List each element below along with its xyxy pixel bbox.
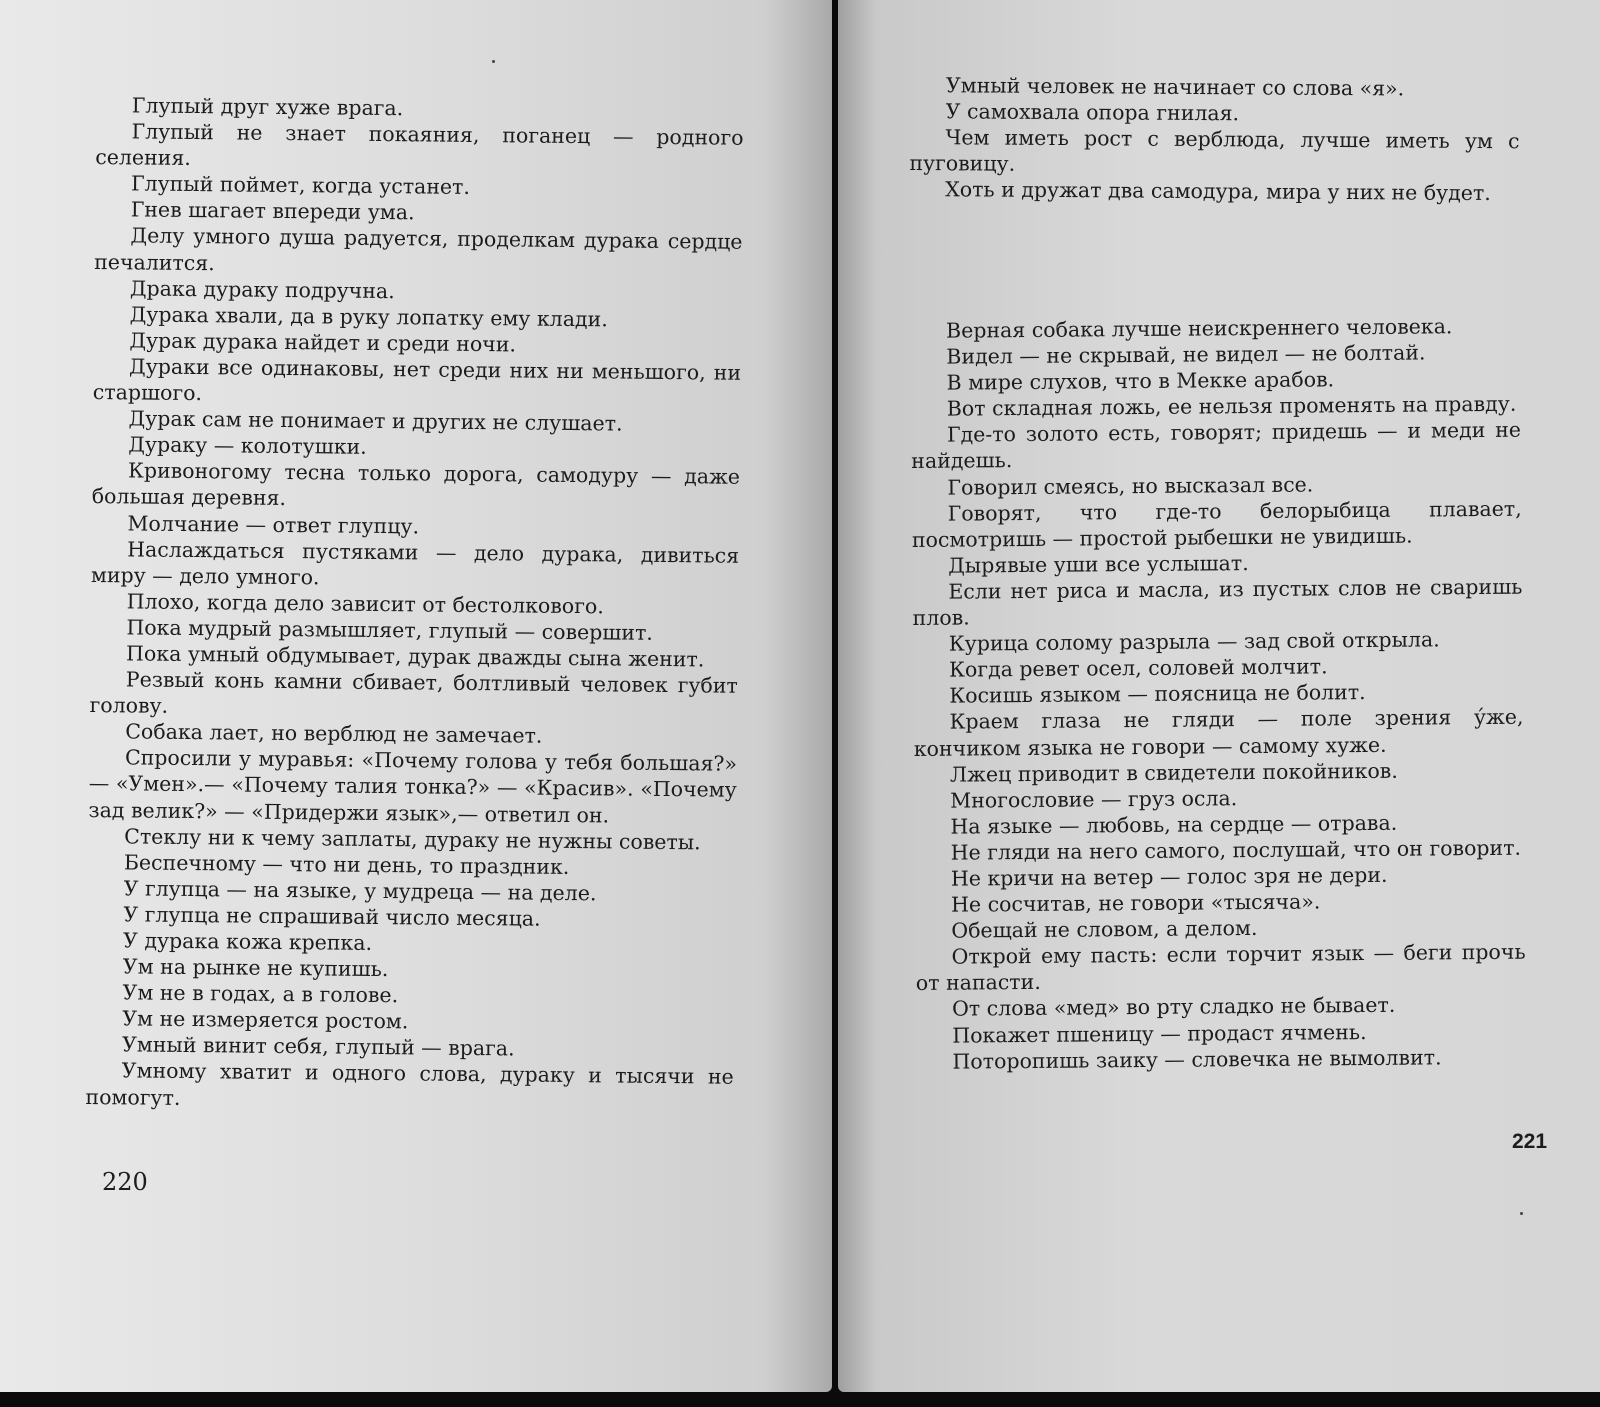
proverb-line: Беспечному — что ни день, то праздник. xyxy=(123,850,570,879)
proverb-line: Драка дураку подручна. xyxy=(129,276,395,303)
proverb-line: Дурака хвали, да в руку лопатку ему клади. xyxy=(129,302,608,332)
proverb-line: Делу умного душа радуется, проделкам дурака сердце печалится. xyxy=(94,223,743,275)
proverb-line: Не гляди на него самого, послушай, что он говорит. xyxy=(950,835,1522,865)
page-speck xyxy=(1520,1212,1523,1215)
right-page-top-proverbs xyxy=(909,72,1520,207)
proverb-line: Чем иметь рост с верблюда, лучше иметь ум с пуговицу. xyxy=(909,125,1520,177)
proverb-line: Умный человек не начинает со слова «я». xyxy=(945,73,1405,101)
proverb-line: Глупый друг хуже врага. xyxy=(131,93,404,121)
proverb-line: Дураки все одинаковы, нет среди них ни меньшого, ни старшого. xyxy=(92,354,742,406)
proverb-line: Глупый не знает покаяния, поганец — родного селения. xyxy=(95,119,744,171)
proverb-line: Говорят, что где-то белорыбица плавает, посмотришь — простой рыбешки не увидишь. xyxy=(911,496,1522,552)
proverb-line: Умному хватит и одного слова, дураку и тысячи не помогут. xyxy=(85,1058,734,1110)
right-page xyxy=(838,0,1600,1392)
proverb-line: Открой ему пасть: если торчит язык — беги прочь от напасти. xyxy=(915,939,1526,996)
proverb-line: У дурака кожа крепка. xyxy=(122,928,373,955)
proverb-line: Курица солому разрыла — зад свой открыла. xyxy=(948,627,1440,656)
page-number: 221 xyxy=(1512,1130,1548,1153)
proverb-line: Ум на рынке не купишь. xyxy=(122,954,389,982)
proverb-line: Вот складная ложь, ее нельзя променять на правду. xyxy=(946,391,1517,421)
proverb-line: Дурак сам не понимает и других не слушает. xyxy=(128,406,623,436)
proverb-line: Дырявые уши все услышат. xyxy=(948,550,1249,578)
proverb-line: Пока умный обдумывает, дурак дважды сына женит. xyxy=(125,641,705,672)
proverb-line: Собака лает, но верблюд не замечает. xyxy=(125,719,543,748)
proverb-line: Дурак дурака найдет и среди ночи. xyxy=(129,328,517,357)
proverb-line: Кривоногому тесна только дорога, самодуру — даже большая деревня. xyxy=(91,458,741,511)
proverb-line: У самохвала опора гнилая. xyxy=(945,99,1240,126)
proverb-line: В мире слухов, что в Мекке арабов. xyxy=(946,367,1335,395)
proverb-line: Не сосчитав, не говори «тысяча». xyxy=(951,889,1321,917)
proverb-line: Стеклу ни к чему заплаты, дураку не нужны советы. xyxy=(124,823,701,854)
proverb-line: Покажет пшеницу — продаст ячмень. xyxy=(952,1019,1367,1048)
proverb-line: На языке — любовь, на сердце — отрава. xyxy=(950,810,1398,839)
proverb-line: Наслаждаться пустяками — дело дурака, дивиться миру — дело умного. xyxy=(90,536,740,590)
proverb-line: Не кричи на ветер — голос зря не дери. xyxy=(950,862,1388,891)
proverb-line: Молчание — ответ глупцу. xyxy=(127,510,420,538)
proverb-line: Ум не в годах, а в голове. xyxy=(122,980,399,1008)
proverb-line: Хоть и дружат два самодура, мира у них не будет. xyxy=(945,177,1491,206)
proverb-line: Плохо, когда дело зависит от бестолкового. xyxy=(126,589,604,619)
proverb-line: Резвый конь камни сбивает, болтливый человек губит голову. xyxy=(89,667,738,718)
proverb-line: Ум не измеряется ростом. xyxy=(122,1006,409,1034)
proverb-line: У глупца не спрашивай число месяца. xyxy=(123,902,541,931)
proverb-line: Многословие — груз осла. xyxy=(950,785,1238,813)
proverb-line: Поторопишь заику — словечка не вымолвит. xyxy=(952,1045,1442,1074)
proverb-line: Дураку — колотушки. xyxy=(128,432,367,460)
proverb-line: Пока мудрый размышляет, глупый — совершит. xyxy=(126,615,654,645)
proverb-line: Верная собака лучше неискреннего человека. xyxy=(946,314,1453,343)
proverb-line: Спросили у муравья: «Почему голова у тебя большая?» — «Умен».— «Почему талия тонка?» — «Красив». «Почему зад велик?» — «Придержи язык»,— ответил он. xyxy=(88,745,738,827)
proverb-line: Умный винит себя, глупый — врага. xyxy=(121,1032,515,1061)
proverb-line: Видел — не скрывай, не видел — не болтай. xyxy=(946,340,1426,369)
proverb-line: Краем глаза не гляди — поле зрения у́же, кончиком языка не говори — самому хуже. xyxy=(913,705,1524,761)
proverb-line: Говорил смеясь, но высказал все. xyxy=(947,472,1314,500)
proverb-line: От слова «мед» во рту сладко не бывает. xyxy=(951,993,1396,1022)
proverb-line: Косишь языком — поясница не болит. xyxy=(949,680,1366,708)
proverb-line: Где-то золото есть, говорят; придешь — и меди не найдешь. xyxy=(911,418,1522,474)
proverb-line: Обещай не словом, а делом. xyxy=(951,916,1258,943)
proverb-line: Если нет риса и масла, из пустых слов не сваришь плов. xyxy=(912,574,1523,631)
page-speck xyxy=(492,60,495,63)
right-page-proverbs xyxy=(910,313,1527,1075)
page-number: 220 xyxy=(102,1168,148,1196)
proverb-line: Глупый поймет, когда устанет. xyxy=(130,171,471,200)
left-page-proverbs xyxy=(85,92,744,1116)
proverb-line: Когда ревет осел, соловей молчит. xyxy=(948,654,1328,682)
proverb-line: У глупца — на языке, у мудреца — на деле. xyxy=(123,876,597,906)
proverb-line: Гнев шагает впереди ума. xyxy=(130,197,415,225)
proverb-line: Лжец приводит в свидетели покойников. xyxy=(949,758,1398,787)
